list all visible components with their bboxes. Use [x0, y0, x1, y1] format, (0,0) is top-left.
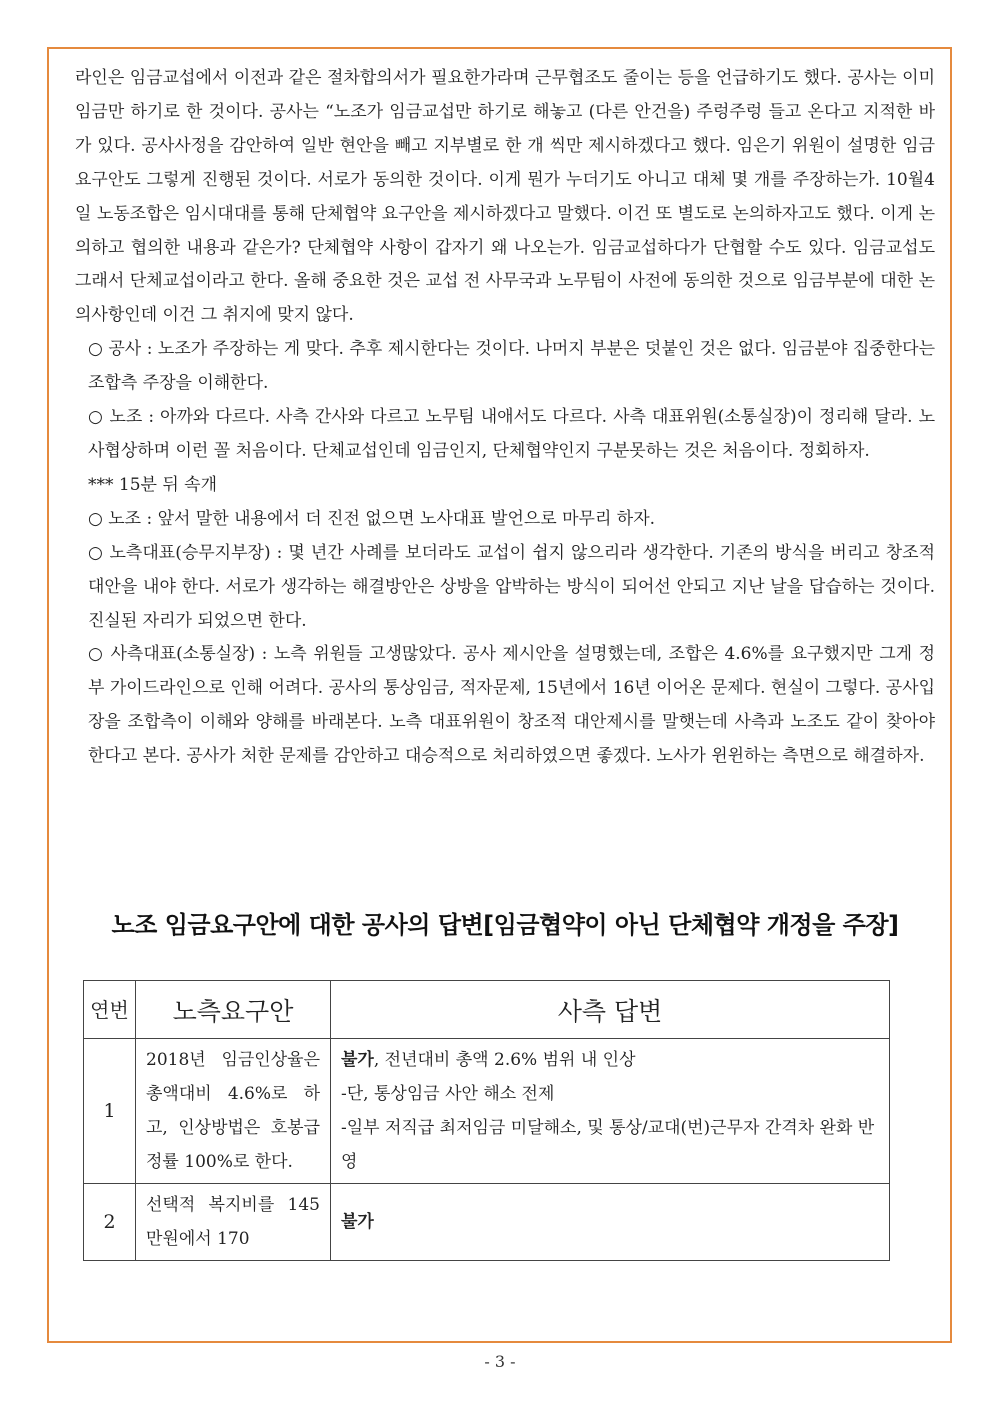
- table-header-row: [84, 981, 890, 1039]
- request-table: [83, 980, 890, 1261]
- body-text: [75, 62, 935, 774]
- paragraph: ○ 노조 : 아까와 다르다. 사측 간사와 다르고 노무팀 내애서도 다르다. 사측 대표위원(소통실장)이 정리해 달라. 노사협상하며 이런 꼴 처음이다. 단체교섭인데 임금인지, 단체협약인지 구분못하는 것은 처음이다. 정회하자.: [88, 407, 935, 461]
- section-heading: 노조 임금요구안에 대한 공사의 답변[임금협약이 아닌 단체협약 개정을 주장]: [111, 911, 899, 939]
- header-number: 연번: [84, 981, 136, 1039]
- paragraph: ○ 노측대표(승무지부장) : 몇 년간 사례를 보더라도 교섭이 쉽지 않으리라 생각한다. 기존의 방식을 버리고 창조적 대안을 내야 한다. 서로가 생각하는 해결방안은 상방을 압박하는 방식이 되어선 안되고 지난 날을 답습하는 것이다. 진실된 자리가 되었으면 한다.: [88, 542, 935, 631]
- page-number: - 3 -: [484, 1352, 516, 1371]
- answer-detail: , 전년대비 총액 2.6% 범위 내 인상: [373, 1050, 636, 1070]
- paragraph: ○ 공사 : 노조가 주장하는 게 맞다. 추후 제시한다는 것이다. 나머지 부분은 덧붙인 것은 없다. 임금분야 집중한다는 조합측 주장을 이해한다.: [88, 339, 935, 394]
- paragraph: ○ 노조 : 앞서 말한 내용에서 더 진전 없으면 노사대표 발언으로 마무리 하자.: [88, 508, 656, 529]
- answer-verdict: 불가: [341, 1050, 374, 1070]
- table-row: [84, 1039, 890, 1184]
- row-answer: [331, 1039, 890, 1184]
- header-request: 노측요구안: [136, 981, 331, 1039]
- row-request: 2018년 임금인상율은 총액대비 4.6%로 하고, 인상방법은 호봉급정률 100%로 한다.: [136, 1039, 331, 1184]
- paragraph: *** 15분 뒤 속개: [88, 474, 218, 495]
- row-answer: [331, 1184, 890, 1261]
- row-number: 1: [84, 1039, 136, 1184]
- row-request: 선택적 복지비를 145만원에서 170: [136, 1184, 331, 1261]
- answer-note: -일부 저직급 최저임금 미달해소, 및 통상/교대(번)근무자 간격차 완화 반영: [341, 1118, 875, 1172]
- header-answer: 사측 답변: [331, 981, 890, 1039]
- answer-verdict: 불가: [341, 1212, 374, 1232]
- table-row: [84, 1184, 890, 1261]
- paragraph: ○ 사측대표(소통실장) : 노측 위원들 고생많았다. 공사 제시안을 설명했는데, 조합은 4.6%를 요구했지만 그게 정부 가이드라인으로 인해 어려다. 공사의 통상임금, 적자문제, 15년에서 16년 이어온 문제다. 현실이 그렇다. 공사입장을 조합측이 이해와 양해를 바래본다. 노측 대표위원이 창조적 대안제시를 말햇는데 사측과 노조도 같이 찾아야 한다고 본다. 공사가 처한 문제를 감안하고 대승적으로 처리하였으면 좋겠다. 노사가 윈윈하는 측면으로 해결하자.: [88, 644, 935, 767]
- answer-main: [341, 1043, 879, 1077]
- paragraph: 라인은 임금교섭에서 이전과 같은 절차합의서가 필요한가라며 근무협조도 줄이는 등을 언급하기도 했다. 공사는 이미 임금만 하기로 한 것이다. 공사는 “노조가 임금교섭만 하기로 해놓고 (다른 안건을) 주렁주렁 들고 온다고 지적한 바가 있다. 공사사정을 감안하여 일반 현안을 빼고 지부별로 한 개 씩만 제시하겠다고 했다. 임은기 위원이 설명한 임금요구안도 그렇게 진행된 것이다. 서로가 동의한 것이다. 이게 뭔가 누더기도 아니고 대체 몇 개를 주장하는가. 10월4일 노동조합은 임시대대를 통해 단체협약 요구안을 제시하겠다고 말했다. 이건 또 별도로 논의하자고도 했다. 이게 논의하고 협의한 내용과 같은가? 단체협약 사항이 갑자기 왜 나오는가. 임금교섭하다가 단협할 수도 있다. 임금교섭도 그래서 단체교섭이라고 한다. 올해 중요한 것은 교섭 전 사무국과 노무팀이 사전에 동의한 것으로 임금부분에 대한 논의사항인데 이건 그 취지에 맞지 않다.: [75, 68, 935, 326]
- answer-note: -단, 통상임금 사안 해소 전제: [341, 1084, 555, 1104]
- row-number: 2: [84, 1184, 136, 1261]
